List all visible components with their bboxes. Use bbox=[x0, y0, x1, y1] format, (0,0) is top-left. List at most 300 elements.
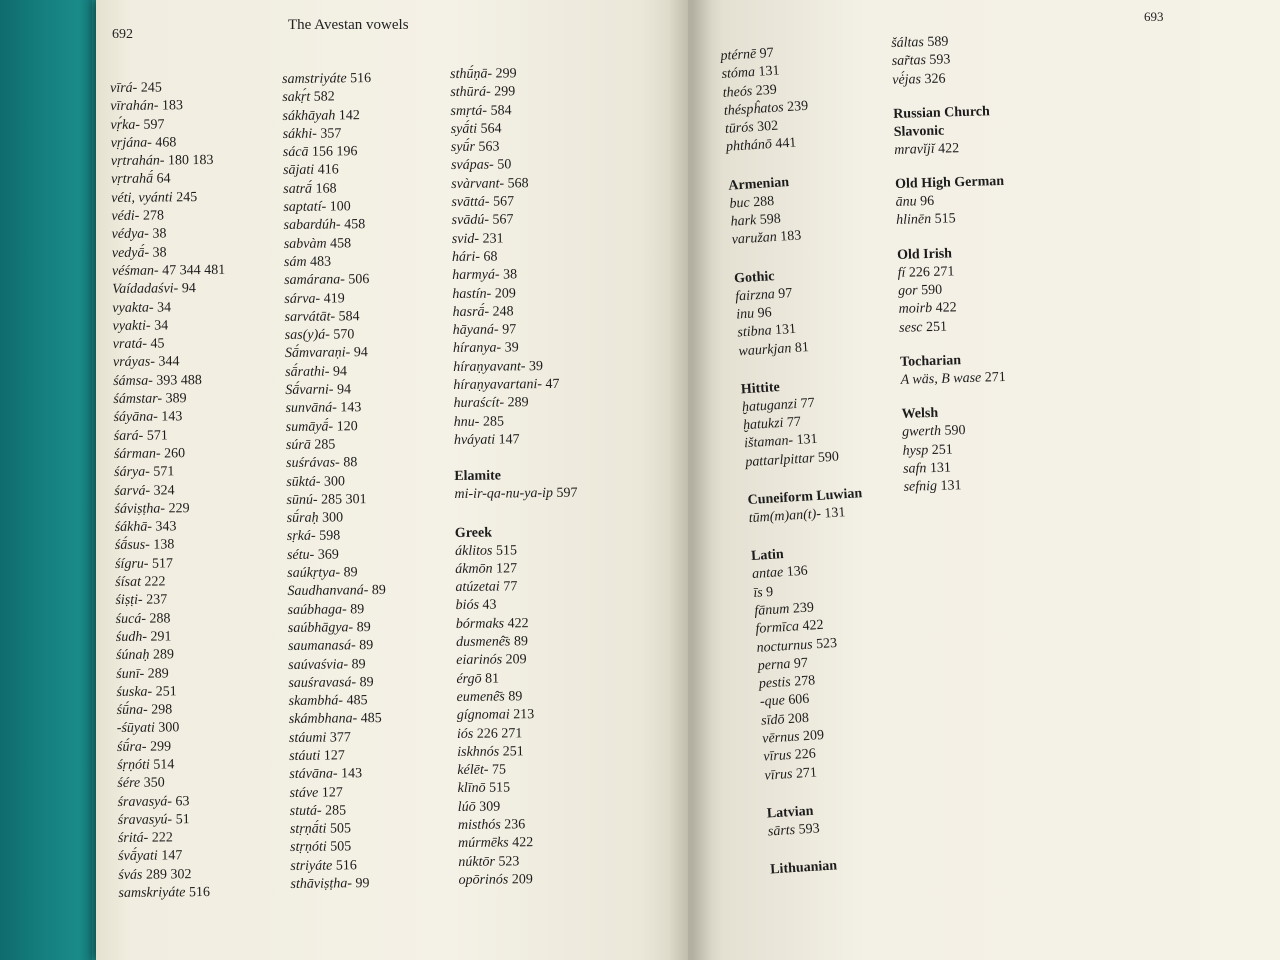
index-entry bbox=[118, 847, 231, 866]
index-entry bbox=[113, 353, 226, 372]
entry-word: híranya- bbox=[452, 340, 502, 357]
index-entry bbox=[110, 115, 223, 134]
entry-word: sū́raḥ bbox=[286, 510, 319, 527]
entry-pages: 97 bbox=[755, 45, 775, 62]
entry-pages: 422 bbox=[934, 141, 960, 157]
entry-word: sūktá- bbox=[286, 474, 321, 490]
entry-word: vráyas- bbox=[112, 354, 156, 371]
entry-word: fānum bbox=[754, 601, 790, 619]
index-entry bbox=[286, 436, 385, 455]
entry-word: śvā́yati bbox=[118, 849, 158, 865]
left-col-2 bbox=[282, 70, 389, 894]
entry-pages: 598 bbox=[315, 528, 341, 545]
index-entry bbox=[118, 811, 231, 830]
entry-pages: 89 bbox=[340, 565, 358, 581]
entry-pages: 147 bbox=[495, 432, 520, 448]
entry-word: buc bbox=[729, 195, 751, 212]
index-entry bbox=[112, 298, 225, 317]
entry-word: hnu- bbox=[453, 414, 480, 430]
language-heading: Armenian bbox=[727, 174, 790, 194]
entry-pages: 156 196 bbox=[308, 144, 358, 160]
index-entry bbox=[288, 601, 387, 620]
entry-pages: 505 bbox=[326, 839, 352, 856]
entry-word: opōrinós bbox=[458, 872, 509, 888]
entry-word: śritá- bbox=[117, 830, 149, 847]
entry-pages: 143 bbox=[336, 400, 362, 416]
entry-pages: 291 bbox=[146, 629, 172, 645]
index-entry bbox=[456, 669, 579, 689]
language-heading: Old High German bbox=[894, 174, 1005, 193]
entry-pages: 38 bbox=[148, 226, 167, 242]
entry-word: bórmaks bbox=[455, 616, 505, 632]
entry-word: iskhnós bbox=[457, 744, 500, 760]
entry-pages: 226 271 bbox=[905, 264, 955, 281]
entry-pages: 598 bbox=[755, 211, 782, 229]
index-entry bbox=[112, 262, 225, 281]
index-entry bbox=[452, 266, 575, 286]
entry-word: stávāna- bbox=[289, 766, 338, 783]
index-entry bbox=[115, 591, 228, 610]
entry-pages: 300 bbox=[318, 510, 344, 526]
entry-word: ḫatuganzi bbox=[741, 396, 798, 416]
entry-pages: 237 bbox=[142, 592, 168, 608]
entry-word: perna bbox=[757, 656, 791, 674]
entry-word: vė́jas bbox=[892, 71, 922, 88]
entry-pages: 300 bbox=[320, 473, 346, 490]
entry-pages: 89 bbox=[510, 634, 529, 650]
entry-word: gor bbox=[897, 283, 918, 299]
entry-pages: 324 bbox=[150, 482, 175, 499]
entry-pages: 300 bbox=[154, 720, 180, 736]
entry-word: śísat bbox=[115, 574, 142, 590]
entry-pages: 289 bbox=[504, 395, 529, 411]
index-entry bbox=[283, 143, 382, 162]
entry-word: śáviṣṭha- bbox=[114, 501, 166, 517]
entry-pages: 89 bbox=[355, 638, 374, 654]
entry-word: hark bbox=[730, 213, 757, 230]
entry-word: eumenê̄s bbox=[456, 689, 505, 705]
entry-pages: 68 bbox=[479, 249, 498, 265]
index-entry bbox=[117, 774, 230, 793]
entry-word: īs bbox=[752, 585, 764, 601]
entry-pages: 597 bbox=[552, 485, 578, 502]
entry-pages: 39 bbox=[525, 358, 544, 374]
entry-word: phthánō bbox=[725, 137, 773, 156]
entry-pages: 50 bbox=[493, 157, 512, 174]
entry-pages: 127 bbox=[320, 748, 345, 764]
entry-word: sakṛ́t bbox=[282, 90, 311, 106]
entry-word: śṛṇóti bbox=[117, 757, 150, 773]
index-entry bbox=[113, 335, 226, 354]
entry-pages: 416 bbox=[314, 162, 339, 179]
entry-word: śunī- bbox=[116, 666, 145, 682]
index-entry bbox=[458, 852, 581, 872]
entry-word: nocturnus bbox=[756, 637, 814, 656]
index-entry bbox=[456, 614, 579, 634]
entry-pages: 245 bbox=[137, 80, 162, 96]
entry-pages: 298 bbox=[147, 702, 173, 718]
index-entry bbox=[453, 339, 576, 359]
index-entry bbox=[284, 216, 383, 235]
entry-word: inu bbox=[735, 306, 755, 323]
index-entry bbox=[116, 683, 229, 702]
entry-pages: 120 bbox=[333, 418, 358, 435]
entry-word: gwerth bbox=[901, 424, 942, 441]
entry-pages: 97 bbox=[774, 285, 793, 302]
entry-pages: 226 bbox=[790, 746, 817, 764]
entry-pages: 278 bbox=[139, 208, 164, 224]
entry-pages: 209 bbox=[491, 285, 516, 302]
entry-word: waurkjan bbox=[738, 340, 792, 359]
index-entry bbox=[285, 326, 384, 345]
entry-word: Sā́varni- bbox=[285, 382, 334, 399]
entry-pages: 570 bbox=[329, 327, 355, 343]
index-entry bbox=[453, 321, 576, 341]
entry-pages: 515 bbox=[930, 211, 956, 228]
index-entry bbox=[451, 120, 574, 140]
language-heading: Hittite bbox=[740, 379, 781, 398]
index-entry bbox=[455, 541, 578, 561]
entry-word: svàrvant- bbox=[451, 176, 505, 192]
entry-pages: 458 bbox=[326, 235, 352, 252]
index-entry bbox=[286, 491, 385, 510]
language-heading: Latvian bbox=[766, 803, 814, 822]
index-entry bbox=[110, 97, 223, 116]
entry-pages: 131 bbox=[926, 460, 952, 477]
index-entry bbox=[117, 737, 230, 756]
entry-word: sesc bbox=[898, 319, 923, 336]
entry-word: saptatí- bbox=[283, 199, 327, 216]
language-heading: Welsh bbox=[901, 406, 939, 423]
entry-pages: 517 bbox=[148, 556, 174, 572]
index-entry bbox=[900, 369, 1010, 390]
entry-word: antae bbox=[751, 565, 784, 583]
index-entry bbox=[456, 651, 579, 671]
language-heading: Lithuanian bbox=[769, 858, 838, 878]
index-entry bbox=[284, 271, 383, 290]
entry-word: svápas- bbox=[450, 158, 494, 174]
entry-pages: 180 183 bbox=[164, 153, 214, 169]
entry-pages: 606 bbox=[784, 692, 810, 709]
index-entry bbox=[458, 797, 581, 817]
entry-word: stibna bbox=[736, 323, 773, 341]
entry-word: sārts bbox=[767, 822, 796, 840]
entry-word: saúbhaga- bbox=[287, 601, 347, 618]
index-entry bbox=[290, 875, 389, 894]
index-entry bbox=[111, 134, 224, 153]
index-entry bbox=[114, 500, 227, 519]
entry-pages: 389 bbox=[161, 391, 187, 407]
entry-pages: 127 bbox=[492, 561, 518, 577]
entry-pages: 88 bbox=[339, 455, 358, 471]
index-entry bbox=[112, 317, 225, 336]
index-entry bbox=[115, 518, 228, 537]
index-entry bbox=[287, 582, 386, 601]
entry-pages: 45 bbox=[146, 336, 165, 352]
entry-word: ákmōn bbox=[455, 561, 493, 577]
entry-pages: 485 bbox=[357, 711, 382, 727]
entry-word: fairzna bbox=[734, 286, 776, 305]
index-entry bbox=[286, 418, 385, 437]
entry-pages: 514 bbox=[149, 757, 175, 773]
index-entry bbox=[284, 235, 383, 254]
entry-word: sefnig bbox=[903, 479, 938, 495]
entry-word: śravasyú- bbox=[117, 812, 173, 828]
index-entry bbox=[289, 729, 388, 748]
entry-pages: 458 bbox=[340, 217, 366, 233]
index-entry bbox=[455, 560, 578, 580]
entry-pages: 168 bbox=[311, 181, 337, 197]
entry-word: sṛká- bbox=[286, 529, 316, 545]
index-entry bbox=[117, 792, 230, 811]
entry-pages: 289 302 bbox=[142, 866, 192, 883]
entry-word: biós bbox=[455, 598, 480, 614]
entry-word: stṛṇóti bbox=[290, 840, 327, 856]
entry-pages: 94 bbox=[333, 382, 352, 398]
left-col-1 bbox=[110, 79, 232, 903]
right-col-2 bbox=[891, 32, 1014, 497]
entry-pages: 89 bbox=[356, 674, 374, 691]
entry-word: śvás bbox=[118, 867, 143, 883]
entry-pages: 34 bbox=[150, 318, 169, 334]
index-entry bbox=[117, 756, 230, 775]
entry-word: śará- bbox=[113, 428, 144, 444]
index-entry bbox=[282, 107, 381, 126]
entry-word: vīrus bbox=[764, 766, 793, 784]
entry-pages: 369 bbox=[314, 547, 339, 563]
entry-pages: 485 bbox=[342, 693, 368, 709]
entry-word: véti, vyánti bbox=[111, 190, 173, 206]
entry-pages: 89 bbox=[348, 656, 366, 672]
entry-pages: 343 bbox=[151, 519, 177, 535]
entry-word: híraṇyavartani- bbox=[453, 377, 543, 394]
entry-pages: 96 bbox=[753, 305, 773, 322]
entry-pages: 468 bbox=[151, 135, 177, 151]
entry-pages: 229 bbox=[164, 501, 190, 517]
index-entry bbox=[454, 412, 577, 432]
entry-pages: 523 bbox=[812, 635, 838, 652]
entry-word: mi-ir-qa-nu-ya-ip bbox=[454, 486, 554, 503]
index-entry bbox=[110, 79, 223, 98]
entry-word: súrā bbox=[285, 437, 311, 453]
entry-word: hysp bbox=[902, 442, 929, 459]
entry-pages: 100 bbox=[326, 199, 351, 215]
entry-pages: 302 bbox=[753, 118, 779, 136]
entry-word: sas(y)á- bbox=[284, 327, 330, 344]
entry-pages: 213 bbox=[509, 707, 535, 723]
entry-pages: 422 bbox=[508, 835, 534, 851]
entry-pages: 75 bbox=[488, 762, 507, 778]
entry-word: śúnaḥ bbox=[115, 647, 150, 664]
entry-pages: 516 bbox=[185, 885, 210, 901]
entry-word: vyakta- bbox=[112, 300, 154, 316]
entry-word: vedyā́- bbox=[111, 245, 150, 261]
entry-word: śravasyá- bbox=[117, 793, 173, 810]
entry-pages: 131 bbox=[936, 478, 962, 495]
entry-pages: 590 bbox=[917, 282, 943, 299]
entry-word: skambhá- bbox=[288, 693, 344, 710]
entry-word: saúkṛtya- bbox=[287, 565, 341, 581]
entry-pages: 563 bbox=[474, 139, 500, 155]
language-heading: Greek bbox=[454, 525, 493, 541]
entry-word: A wäs, B wase bbox=[900, 370, 982, 388]
entry-word: svāttá- bbox=[451, 194, 490, 211]
index-entry bbox=[283, 198, 382, 217]
entry-pages: 271 bbox=[792, 765, 818, 782]
entry-word: šáltas bbox=[891, 35, 925, 51]
entry-pages: 34 bbox=[153, 299, 172, 316]
index-entry bbox=[289, 747, 388, 766]
index-entry bbox=[286, 454, 385, 473]
entry-word: smṛtá- bbox=[450, 103, 488, 119]
entry-word: varužan bbox=[731, 230, 778, 249]
entry-pages: 441 bbox=[771, 136, 797, 153]
entry-pages: 350 bbox=[140, 775, 165, 792]
entry-word: stóma bbox=[721, 65, 756, 83]
index-entry bbox=[288, 674, 387, 693]
entry-word: védi- bbox=[111, 208, 140, 225]
entry-word: śā́sus- bbox=[114, 538, 150, 554]
entry-word: śámstar- bbox=[113, 391, 163, 408]
index-entry bbox=[287, 527, 386, 546]
entry-word: sarvátāt- bbox=[284, 309, 336, 325]
index-entry bbox=[452, 211, 575, 231]
entry-pages: 143 bbox=[157, 409, 183, 425]
index-entry bbox=[457, 761, 580, 781]
entry-pages: 505 bbox=[326, 821, 352, 837]
index-entry bbox=[451, 193, 574, 213]
entry-pages: 419 bbox=[320, 290, 345, 307]
entry-word: saúvaśvia- bbox=[288, 656, 349, 673]
index-entry bbox=[288, 619, 387, 638]
index-entry bbox=[453, 376, 576, 396]
language-heading: Latin bbox=[750, 547, 785, 565]
index-entry bbox=[452, 229, 575, 249]
entry-word: sīdō bbox=[760, 712, 785, 729]
index-entry bbox=[118, 884, 231, 903]
entry-pages: 222 bbox=[140, 574, 166, 590]
entry-pages: 590 bbox=[813, 449, 840, 466]
entry-pages: 245 bbox=[172, 189, 198, 206]
book-gutter bbox=[668, 0, 712, 960]
entry-word: sám bbox=[283, 254, 307, 270]
index-entry bbox=[458, 871, 581, 891]
entry-word: tūrós bbox=[724, 120, 755, 138]
index-entry bbox=[457, 779, 580, 799]
entry-pages: 142 bbox=[335, 107, 360, 124]
entry-word: Saudhanvaná- bbox=[287, 583, 369, 600]
index-entry bbox=[282, 70, 381, 89]
entry-word: ānu bbox=[895, 194, 917, 211]
entry-word: harmyá- bbox=[452, 267, 500, 284]
entry-word: samstriyáte bbox=[282, 71, 347, 87]
entry-pages: 251 bbox=[499, 744, 524, 760]
entry-pages: 285 bbox=[479, 414, 504, 430]
entry-word: vṛ́ka- bbox=[110, 117, 141, 133]
entry-word: -que bbox=[759, 693, 786, 711]
entry-pages: 567 bbox=[488, 212, 514, 228]
index-entry bbox=[284, 253, 383, 272]
index-entry bbox=[284, 308, 383, 327]
entry-word: mravĭjĭ bbox=[894, 141, 935, 158]
entry-word: samárana- bbox=[284, 272, 345, 289]
entry-pages: 285 301 bbox=[317, 491, 367, 508]
entry-pages: 422 bbox=[503, 615, 529, 632]
entry-word: sthūrá- bbox=[450, 84, 491, 101]
index-entry bbox=[457, 688, 580, 708]
index-entry bbox=[118, 866, 231, 885]
index-entry bbox=[284, 290, 383, 309]
index-entry bbox=[113, 372, 226, 391]
entry-word: saumanasá- bbox=[287, 638, 356, 655]
entry-pages: 248 bbox=[489, 304, 514, 320]
index-entry bbox=[457, 742, 580, 762]
entry-word: skámbhana- bbox=[288, 711, 358, 728]
index-entry bbox=[111, 152, 224, 171]
entry-pages: 260 bbox=[160, 446, 186, 462]
entry-word: klīnō bbox=[457, 781, 486, 797]
entry-pages: 209 bbox=[799, 727, 825, 745]
index-entry bbox=[288, 655, 387, 674]
entry-pages: 43 bbox=[478, 597, 497, 614]
entry-pages: 589 bbox=[923, 34, 949, 51]
entry-word: suśrávas- bbox=[286, 455, 340, 472]
index-entry bbox=[283, 180, 382, 199]
index-entry bbox=[450, 83, 573, 103]
entry-pages: 183 bbox=[158, 98, 184, 114]
index-entry bbox=[115, 555, 228, 574]
left-page-number: 692 bbox=[112, 27, 133, 42]
index-entry bbox=[287, 564, 386, 583]
entry-word: vṛjána- bbox=[110, 135, 152, 151]
entry-pages: 515 bbox=[485, 780, 511, 797]
entry-word: śuska- bbox=[116, 684, 153, 700]
entry-word: vṛtrahán- bbox=[110, 153, 165, 170]
entry-word: sājati bbox=[282, 163, 315, 179]
entry-word: sákhi- bbox=[282, 126, 317, 142]
entry-pages: 236 bbox=[500, 817, 526, 833]
entry-pages: 422 bbox=[798, 618, 824, 635]
index-entry bbox=[452, 303, 575, 323]
entry-pages: 143 bbox=[337, 766, 363, 782]
entry-pages: 515 bbox=[492, 542, 517, 559]
entry-pages: 377 bbox=[326, 730, 351, 746]
index-entry bbox=[114, 445, 227, 464]
entry-pages: 99 bbox=[351, 876, 370, 892]
entry-pages: 47 344 481 bbox=[158, 262, 226, 279]
index-entry bbox=[285, 363, 384, 382]
entry-word: vṛtrahā́ bbox=[110, 172, 154, 188]
index-entry bbox=[453, 394, 576, 414]
index-entry bbox=[289, 765, 388, 784]
entry-pages: 593 bbox=[925, 52, 951, 69]
entry-pages: 226 271 bbox=[473, 725, 523, 742]
index-entry bbox=[451, 156, 574, 176]
entry-pages: 89 bbox=[504, 689, 523, 705]
entry-pages: 483 bbox=[306, 254, 332, 270]
entry-word: ištaman- bbox=[743, 433, 794, 452]
entry-word: śarvá- bbox=[114, 483, 151, 499]
entry-pages: 239 bbox=[751, 82, 778, 99]
index-entry bbox=[451, 138, 574, 158]
entry-pages: 81 bbox=[481, 671, 500, 687]
entry-word: syā́ti bbox=[450, 121, 478, 137]
index-entry bbox=[285, 344, 384, 363]
entry-word: vīrus bbox=[762, 748, 792, 765]
entry-pages: 51 bbox=[172, 812, 190, 828]
entry-pages: 77 bbox=[783, 414, 802, 431]
index-entry bbox=[116, 609, 229, 628]
